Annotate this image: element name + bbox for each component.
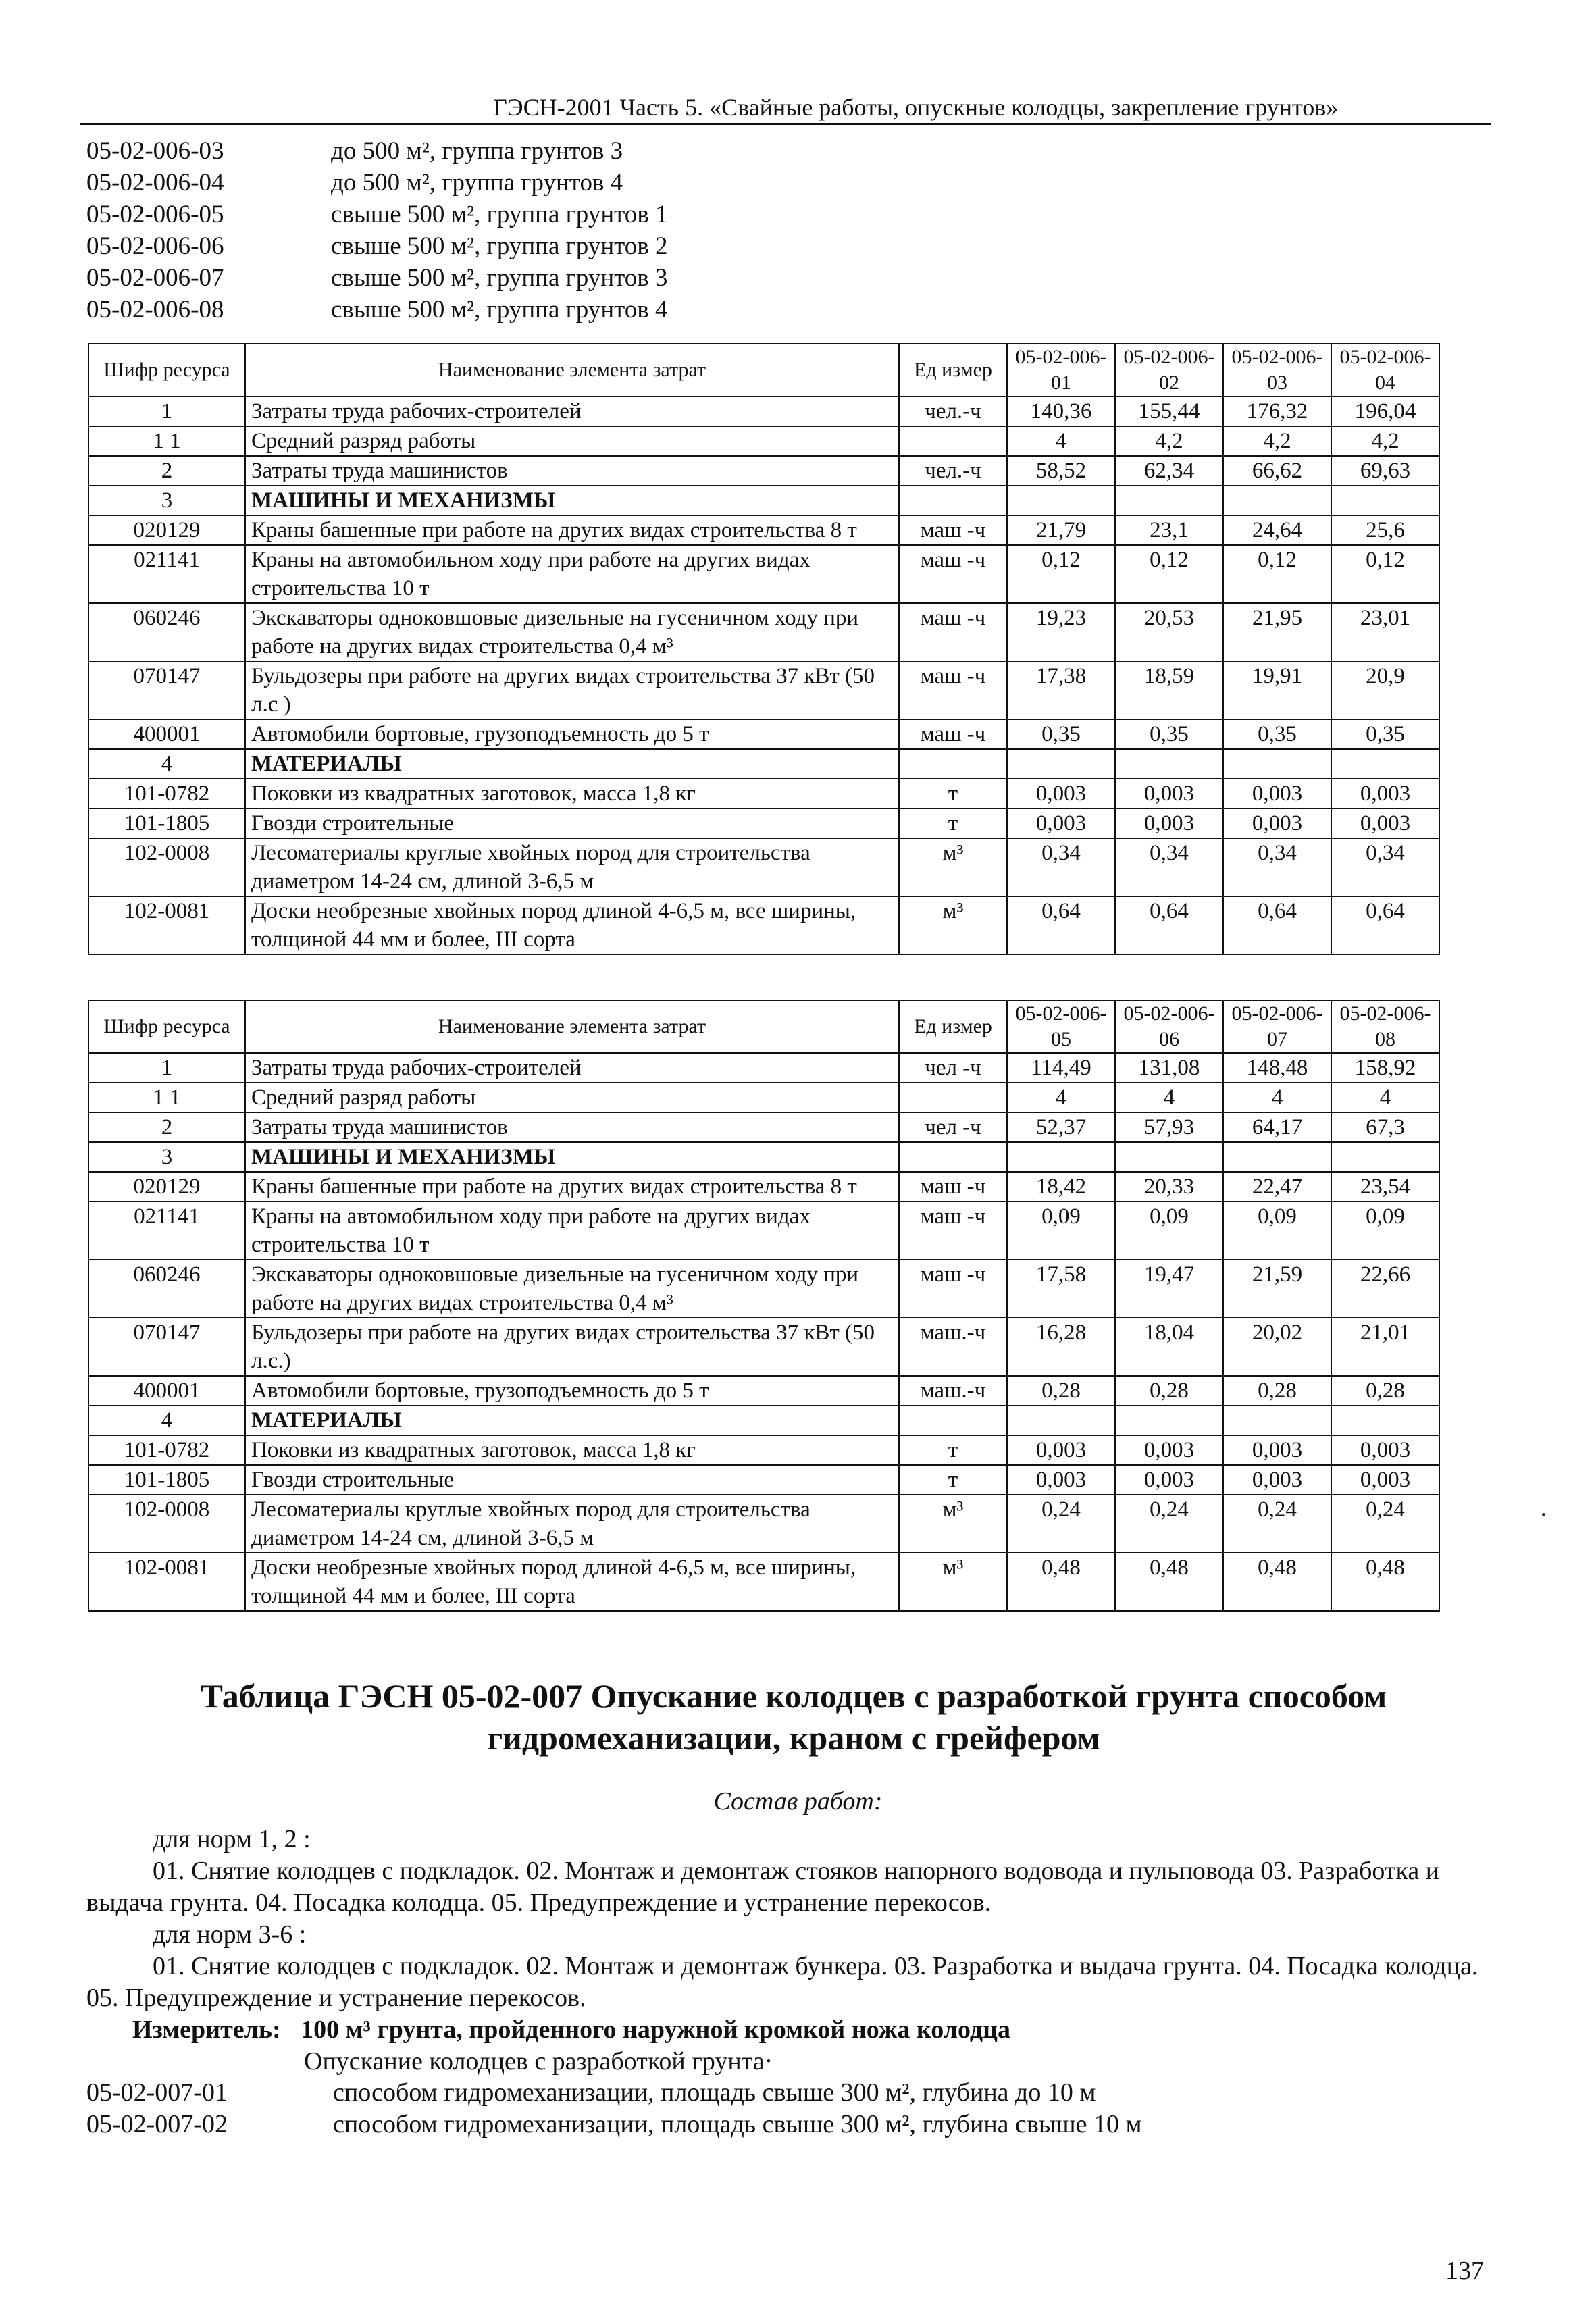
unit-cell: маш.-ч — [899, 1318, 1007, 1376]
unit-cell: м³ — [899, 896, 1007, 954]
value-cell: 0,24 — [1115, 1495, 1223, 1553]
resource-code: 020129 — [88, 515, 245, 545]
value-cell: 0,34 — [1223, 838, 1331, 896]
value-cell: 0,48 — [1007, 1553, 1115, 1611]
section-row — [88, 749, 1439, 779]
value-cell: 0,28 — [1007, 1376, 1115, 1406]
resource-name: Гвозди строительные — [245, 1465, 899, 1495]
value-cell: 0,003 — [1007, 808, 1115, 838]
norm-code: 05-02-006-08 — [86, 296, 224, 324]
header-rule — [80, 123, 1491, 125]
unit-cell: маш -ч — [899, 1202, 1007, 1260]
resource-name: Поковки из квадратных заготовок, масса 1,8 кг — [245, 779, 899, 808]
section-row — [88, 1406, 1439, 1435]
work-composition-label: Состав работ: — [713, 1787, 883, 1816]
unit-cell: м³ — [899, 1495, 1007, 1553]
value-cell: 0,003 — [1115, 1435, 1223, 1465]
value-cell — [1331, 1142, 1439, 1172]
header-code: Шифр ресурса — [88, 344, 245, 396]
value-cell: 0,12 — [1331, 545, 1439, 603]
value-cell: 24,64 — [1223, 515, 1331, 545]
value-cell: 17,58 — [1007, 1260, 1115, 1318]
resource-code: 2 — [88, 1112, 245, 1142]
norm-code: 05-02-007-02 — [86, 2110, 228, 2138]
value-cell: 0,003 — [1223, 808, 1331, 838]
value-cell — [1223, 1406, 1331, 1435]
value-cell: 0,09 — [1331, 1202, 1439, 1260]
value-cell: 0,35 — [1115, 719, 1223, 749]
unit-cell — [899, 1142, 1007, 1172]
section-name: МАТЕРИАЛЫ — [245, 1406, 899, 1435]
value-cell: 64,17 — [1223, 1112, 1331, 1142]
value-cell: 67,3 — [1331, 1112, 1439, 1142]
value-cell: 0,09 — [1115, 1202, 1223, 1260]
header-name: Наименование элемента затрат — [245, 1000, 899, 1053]
resource-code: 1 1 — [88, 426, 245, 456]
unit-cell: т — [899, 779, 1007, 808]
table-row — [88, 1112, 1439, 1142]
header-norm-code: 05-02-006-08 — [1331, 1000, 1439, 1053]
value-cell: 57,93 — [1115, 1112, 1223, 1142]
list-item — [86, 294, 668, 326]
table-body — [88, 1053, 1439, 1611]
value-cell: 0,35 — [1331, 719, 1439, 749]
list-item — [86, 230, 668, 262]
unit-cell: маш -ч — [899, 515, 1007, 545]
value-cell: 4 — [1223, 1083, 1331, 1112]
resource-name: Краны башенные при работе на других видах строительства 8 т — [245, 1172, 899, 1202]
norms-1-2-label: для норм 1, 2 : — [153, 1825, 311, 1853]
resource-code: 070147 — [88, 1318, 245, 1376]
value-cell: 0,003 — [1007, 1435, 1115, 1465]
value-cell: 19,91 — [1223, 661, 1331, 719]
value-cell: 52,37 — [1007, 1112, 1115, 1142]
value-cell: 0,34 — [1007, 838, 1115, 896]
value-cell: 140,36 — [1007, 396, 1115, 426]
norm-description: способом гидромеханизации, площадь свыше 300 м², глубина до 10 м — [333, 2078, 1096, 2107]
unit-cell: маш -ч — [899, 545, 1007, 603]
value-cell: 0,003 — [1007, 1465, 1115, 1495]
resource-name: Затраты труда рабочих-строителей — [245, 396, 899, 426]
value-cell — [1115, 1406, 1223, 1435]
resource-code: 101-1805 — [88, 1465, 245, 1495]
value-cell: 0,24 — [1331, 1495, 1439, 1553]
value-cell: 4 — [1115, 1083, 1223, 1112]
resource-code: 101-1805 — [88, 808, 245, 838]
value-cell: 0,12 — [1007, 545, 1115, 603]
value-cell: 20,33 — [1115, 1172, 1223, 1202]
resource-code: 060246 — [88, 1260, 245, 1318]
norm-code: 05-02-006-07 — [86, 264, 224, 292]
unit-cell: чел -ч — [899, 1053, 1007, 1083]
value-cell: 0,003 — [1223, 1435, 1331, 1465]
value-cell — [1223, 749, 1331, 779]
header-norm-code: 05-02-006-04 — [1331, 344, 1439, 396]
norms-1-2-text: 01. Снятие колодцев с подкладок. 02. Монтаж и демонтаж стояков напорного водовода и пульповода 03. Разработка и выдача грунта. 04. Посадка колодца. 05. Предупреждение и устранение перекосов. — [86, 1857, 1440, 1917]
unit-cell: м³ — [899, 1553, 1007, 1611]
list-item — [86, 135, 668, 167]
table-row — [88, 661, 1439, 719]
resource-code: 060246 — [88, 603, 245, 661]
value-cell: 22,47 — [1223, 1172, 1331, 1202]
value-cell: 21,79 — [1007, 515, 1115, 545]
value-cell: 0,48 — [1331, 1553, 1439, 1611]
value-cell: 0,003 — [1331, 808, 1439, 838]
value-cell: 0,34 — [1331, 838, 1439, 896]
value-cell: 23,1 — [1115, 515, 1223, 545]
table-row — [88, 456, 1439, 486]
value-cell: 22,66 — [1331, 1260, 1439, 1318]
table-row — [88, 779, 1439, 808]
value-cell: 0,28 — [1223, 1376, 1331, 1406]
norm-code-list — [86, 135, 668, 326]
value-cell: 155,44 — [1115, 396, 1223, 426]
section-name: МАШИНЫ И МЕХАНИЗМЫ — [245, 1142, 899, 1172]
value-cell: 0,28 — [1331, 1376, 1439, 1406]
resource-code: 070147 — [88, 661, 245, 719]
value-cell: 23,54 — [1331, 1172, 1439, 1202]
table-row — [88, 1553, 1439, 1611]
table-row — [88, 1202, 1439, 1260]
value-cell: 20,9 — [1331, 661, 1439, 719]
value-cell: 25,6 — [1331, 515, 1439, 545]
norm-description: способом гидромеханизации, площадь свыше 300 м², глубина свыше 10 м — [333, 2110, 1142, 2138]
value-cell: 21,95 — [1223, 603, 1331, 661]
table-body — [88, 396, 1439, 954]
value-cell: 0,09 — [1223, 1202, 1331, 1260]
resource-code: 400001 — [88, 719, 245, 749]
page-number: 137 — [1445, 2257, 1484, 2285]
value-cell: 131,08 — [1115, 1053, 1223, 1083]
resource-name: Доски необрезные хвойных пород длиной 4-6,5 м, все ширины, толщиной 44 мм и более, III сорта — [245, 896, 899, 954]
value-cell: 18,42 — [1007, 1172, 1115, 1202]
value-cell: 4 — [1007, 426, 1115, 456]
value-cell: 66,62 — [1223, 456, 1331, 486]
norm-description: до 500 м², группа грунтов 4 — [331, 169, 623, 197]
list-item — [86, 262, 668, 294]
resource-code: 4 — [88, 749, 245, 779]
value-cell: 0,48 — [1115, 1553, 1223, 1611]
resource-code: 4 — [88, 1406, 245, 1435]
table-row — [88, 603, 1439, 661]
value-cell: 69,63 — [1331, 456, 1439, 486]
section-row — [88, 486, 1439, 515]
resource-name: Лесоматериалы круглые хвойных пород для строительства диаметром 14-24 см, длиной 3-6,5 м — [245, 838, 899, 896]
header-unit: Ед измер — [899, 1000, 1007, 1053]
unit-cell: чел -ч — [899, 1112, 1007, 1142]
table-row — [88, 545, 1439, 603]
value-cell: 0,003 — [1331, 779, 1439, 808]
table-row — [88, 1260, 1439, 1318]
running-header: ГЭСН-2001 Часть 5. «Свайные работы, опускные колодцы, закрепление грунтов» — [493, 94, 1339, 121]
norms-3-6-label: для норм 3-6 : — [153, 1920, 307, 1949]
measure — [132, 2014, 1010, 2046]
section-title: Таблица ГЭСН 05-02-007 Опускание колодцев с разработкой грунта способом гидромеханизации, краном с грейфером — [200, 1677, 1387, 1757]
value-cell: 0,09 — [1007, 1202, 1115, 1260]
table-row — [88, 1172, 1439, 1202]
norm-code: 05-02-007-01 — [86, 2078, 228, 2107]
resource-code: 101-0782 — [88, 1435, 245, 1465]
value-cell: 0,24 — [1223, 1495, 1331, 1553]
norm-code: 05-02-006-06 — [86, 232, 224, 260]
value-cell: 0,35 — [1007, 719, 1115, 749]
header-unit: Ед измер — [899, 344, 1007, 396]
value-cell — [1007, 486, 1115, 515]
header-norm-code: 05-02-006-06 — [1115, 1000, 1223, 1053]
resource-code: 021141 — [88, 545, 245, 603]
resource-name: Поковки из квадратных заготовок, масса 1,8 кг — [245, 1435, 899, 1465]
resource-code: 3 — [88, 1142, 245, 1172]
table-row — [88, 1318, 1439, 1376]
norm-description: до 500 м², группа грунтов 3 — [331, 137, 623, 165]
resource-name: Доски необрезные хвойных пород длиной 4-6,5 м, все ширины, толщиной 44 мм и более, III сорта — [245, 1553, 899, 1611]
value-cell: 0,64 — [1223, 896, 1331, 954]
value-cell: 58,52 — [1007, 456, 1115, 486]
table-row — [88, 896, 1439, 954]
value-cell: 176,32 — [1223, 396, 1331, 426]
table-row — [88, 396, 1439, 426]
value-cell: 21,59 — [1223, 1260, 1331, 1318]
value-cell: 0,24 — [1007, 1495, 1115, 1553]
section-name: МАШИНЫ И МЕХАНИЗМЫ — [245, 486, 899, 515]
unit-cell: маш.-ч — [899, 1376, 1007, 1406]
resource-name: Затраты труда машинистов — [245, 456, 899, 486]
value-cell — [1223, 486, 1331, 515]
unit-cell — [899, 1083, 1007, 1112]
resource-code: 1 1 — [88, 1083, 245, 1112]
resource-name: Затраты труда машинистов — [245, 1112, 899, 1142]
resource-name: Гвозди строительные — [245, 808, 899, 838]
value-cell: 0,003 — [1223, 1465, 1331, 1495]
value-cell: 114,49 — [1007, 1053, 1115, 1083]
unit-cell — [899, 486, 1007, 515]
header-norm-code: 05-02-006-07 — [1223, 1000, 1331, 1053]
value-cell — [1007, 749, 1115, 779]
norm-description: свыше 500 м², группа грунтов 1 — [331, 201, 668, 228]
resource-name: Автомобили бортовые, грузоподъемность до 5 т — [245, 1376, 899, 1406]
unit-cell: т — [899, 1435, 1007, 1465]
resource-code: 102-0081 — [88, 896, 245, 954]
unit-cell: маш -ч — [899, 1260, 1007, 1318]
unit-cell: м³ — [899, 838, 1007, 896]
value-cell — [1115, 749, 1223, 779]
resource-table-1 — [88, 343, 1440, 955]
value-cell: 0,28 — [1115, 1376, 1223, 1406]
value-cell — [1331, 749, 1439, 779]
list-item — [86, 167, 668, 199]
table-row — [88, 1465, 1439, 1495]
value-cell: 148,48 — [1223, 1053, 1331, 1083]
value-cell — [1331, 1406, 1439, 1435]
header-norm-code: 05-02-006-02 — [1115, 344, 1223, 396]
value-cell: 0,003 — [1007, 779, 1115, 808]
table-row — [88, 1083, 1439, 1112]
list-item — [86, 2109, 1142, 2139]
header-norm-code: 05-02-006-05 — [1007, 1000, 1115, 1053]
resource-name: Затраты труда рабочих-строителей — [245, 1053, 899, 1083]
norm-description: свыше 500 м², группа грунтов 3 — [331, 264, 668, 292]
value-cell: 18,59 — [1115, 661, 1223, 719]
value-cell: 19,23 — [1007, 603, 1115, 661]
value-cell: 21,01 — [1331, 1318, 1439, 1376]
value-cell — [1115, 1142, 1223, 1172]
value-cell: 16,28 — [1007, 1318, 1115, 1376]
resource-name: Краны на автомобильном ходу при работе на других видах строительства 10 т — [245, 545, 899, 603]
value-cell: 62,34 — [1115, 456, 1223, 486]
unit-cell — [899, 1406, 1007, 1435]
norm-code: 05-02-006-05 — [86, 201, 224, 228]
table-row — [88, 719, 1439, 749]
unit-cell — [899, 426, 1007, 456]
value-cell: 0,003 — [1115, 1465, 1223, 1495]
value-cell: 0,003 — [1331, 1435, 1439, 1465]
norms-3-6-text: 01. Снятие колодцев с подкладок. 02. Монтаж и демонтаж бункера. 03. Разработка и выдача грунта. 04. Посадка колодца. 05. Предупреждение и устранение перекосов. — [86, 1952, 1478, 2012]
value-cell: 0,35 — [1223, 719, 1331, 749]
value-cell: 0,64 — [1007, 896, 1115, 954]
resource-name: Краны башенные при работе на других видах строительства 8 т — [245, 515, 899, 545]
value-cell: 20,53 — [1115, 603, 1223, 661]
table-row — [88, 515, 1439, 545]
resource-code: 102-0008 — [88, 838, 245, 896]
resource-code: 1 — [88, 1053, 245, 1083]
unit-cell: чел.-ч — [899, 456, 1007, 486]
resource-code: 020129 — [88, 1172, 245, 1202]
resource-code: 3 — [88, 486, 245, 515]
table-row — [88, 1495, 1439, 1553]
resource-name: Бульдозеры при работе на других видах строительства 37 кВт (50 л.с.) — [245, 1318, 899, 1376]
unit-cell: т — [899, 808, 1007, 838]
norm-code: 05-02-006-03 — [86, 137, 224, 165]
value-cell: 0,64 — [1115, 896, 1223, 954]
resource-name: Автомобили бортовые, грузоподъемность до 5 т — [245, 719, 899, 749]
value-cell: 4,2 — [1331, 426, 1439, 456]
value-cell: 19,47 — [1115, 1260, 1223, 1318]
resource-name: Экскаваторы одноковшовые дизельные на гусеничном ходу при работе на других видах строительства 0,4 м³ — [245, 1260, 899, 1318]
resource-code: 2 — [88, 456, 245, 486]
value-cell: 0,003 — [1115, 779, 1223, 808]
value-cell — [1331, 486, 1439, 515]
unit-cell: маш -ч — [899, 1172, 1007, 1202]
header-norm-code: 05-02-006-03 — [1223, 344, 1331, 396]
list-item — [86, 2078, 1096, 2107]
resource-name: Краны на автомобильном ходу при работе на других видах строительства 10 т — [245, 1202, 899, 1260]
table-row — [88, 838, 1439, 896]
subgroup-title: Опускание колодцев с разработкой грунта· — [304, 2047, 773, 2076]
header-code: Шифр ресурса — [88, 1000, 245, 1053]
resource-code: 102-0008 — [88, 1495, 245, 1553]
table-row — [88, 1053, 1439, 1083]
value-cell: 4 — [1331, 1083, 1439, 1112]
value-cell: 18,04 — [1115, 1318, 1223, 1376]
scan-speck — [1542, 1513, 1545, 1516]
value-cell — [1115, 486, 1223, 515]
value-cell: 0,12 — [1115, 545, 1223, 603]
measure-label: Измеритель: — [132, 2015, 281, 2044]
resource-name: Средний разряд работы — [245, 426, 899, 456]
unit-cell: маш -ч — [899, 603, 1007, 661]
value-cell: 20,02 — [1223, 1318, 1331, 1376]
header-norm-code: 05-02-006-01 — [1007, 344, 1115, 396]
value-cell: 4 — [1007, 1083, 1115, 1112]
table-header-row — [88, 344, 1439, 396]
value-cell: 17,38 — [1007, 661, 1115, 719]
list-item — [86, 199, 668, 230]
value-cell — [1223, 1142, 1331, 1172]
section-name: МАТЕРИАЛЫ — [245, 749, 899, 779]
table-header-row — [88, 1000, 1439, 1053]
value-cell: 196,04 — [1331, 396, 1439, 426]
value-cell: 0,003 — [1115, 808, 1223, 838]
measure-value: 100 м³ грунта, пройденного наружной кромкой ножа колодца — [301, 2015, 1011, 2044]
value-cell: 4,2 — [1223, 426, 1331, 456]
resource-code: 400001 — [88, 1376, 245, 1406]
resource-code: 021141 — [88, 1202, 245, 1260]
value-cell — [1007, 1406, 1115, 1435]
resource-name: Средний разряд работы — [245, 1083, 899, 1112]
norm-description: свыше 500 м², группа грунтов 2 — [331, 232, 668, 260]
value-cell: 0,003 — [1223, 779, 1331, 808]
unit-cell: т — [899, 1465, 1007, 1495]
unit-cell: маш -ч — [899, 719, 1007, 749]
unit-cell: чел.-ч — [899, 396, 1007, 426]
table-row — [88, 1376, 1439, 1406]
table-row — [88, 426, 1439, 456]
table-row — [88, 808, 1439, 838]
value-cell: 0,12 — [1223, 545, 1331, 603]
resource-name: Экскаваторы одноковшовые дизельные на гусеничном ходу при работе на других видах строительства 0,4 м³ — [245, 603, 899, 661]
norm-description: свыше 500 м², группа грунтов 4 — [331, 296, 668, 324]
resource-code: 101-0782 — [88, 779, 245, 808]
resource-name: Бульдозеры при работе на других видах строительства 37 кВт (50 л.с ) — [245, 661, 899, 719]
resource-code: 102-0081 — [88, 1553, 245, 1611]
value-cell: 0,48 — [1223, 1553, 1331, 1611]
value-cell: 23,01 — [1331, 603, 1439, 661]
norm-code: 05-02-006-04 — [86, 169, 224, 197]
value-cell: 0,34 — [1115, 838, 1223, 896]
value-cell: 158,92 — [1331, 1053, 1439, 1083]
unit-cell — [899, 749, 1007, 779]
resource-code: 1 — [88, 396, 245, 426]
table-row — [88, 1435, 1439, 1465]
unit-cell: маш -ч — [899, 661, 1007, 719]
resource-table-2 — [88, 1000, 1440, 1612]
resource-name: Лесоматериалы круглые хвойных пород для строительства диаметром 14-24 см, длиной 3-6,5 м — [245, 1495, 899, 1553]
section-row — [88, 1142, 1439, 1172]
value-cell: 4,2 — [1115, 426, 1223, 456]
value-cell: 0,64 — [1331, 896, 1439, 954]
header-name: Наименование элемента затрат — [245, 344, 899, 396]
value-cell: 0,003 — [1331, 1465, 1439, 1495]
value-cell — [1007, 1142, 1115, 1172]
